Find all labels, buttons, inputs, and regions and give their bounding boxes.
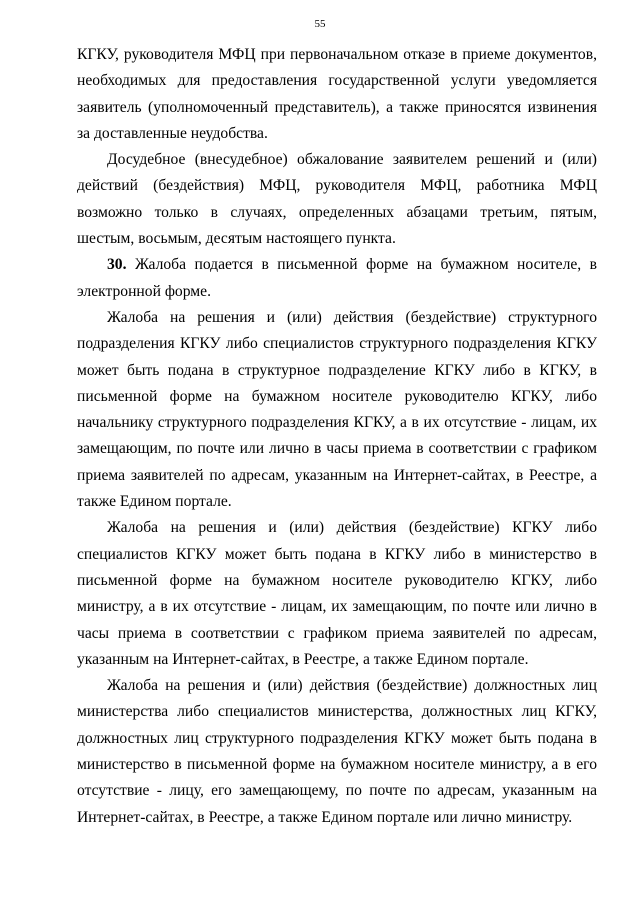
paragraph-complaint-structural-unit: Жалоба на решения и (или) действия (бездействие) структурного подразделения КГКУ либо специалистов структурного подразделения КГКУ может быть подана в структурное подразделение КГКУ либо в КГКУ, в письменной форме на бумажном носителе руководителю КГКУ, либо начальнику структурного подразделения КГКУ, а в их отсутствие - лицам, их замещающим, по почте или лично в часы приема в соответствии с графиком приема заявителей по адресам, указанным на Интернет-сайтах, в Реестре, а также Едином портале. (77, 308, 597, 511)
item-30-text: Жалоба подается в письменной форме на бумажном носителе, в электронной форме. (77, 256, 597, 300)
document-body (77, 42, 597, 831)
paragraph-complaint-ministry: Жалоба на решения и (или) действия (бездействие) должностных лиц министерства либо специалистов министерства, должностных лиц КГКУ, должностных лиц структурного подразделения КГКУ может быть подана в министерство в письменной форме на бумажном носителе министру, а в его отсутствие - лицу, его замещающему, по почте по адресам, указанным на Интернет-сайтах, в Реестре, а также Едином портале или лично министру. (77, 677, 597, 826)
paragraph-complaint-kgku: Жалоба на решения и (или) действия (бездействие) КГКУ либо специалистов КГКУ может быть подана в КГКУ либо в министерство в письменной форме на бумажном носителе руководителю КГКУ, либо министру, а в их отсутствие - лицам, их замещающим, по почте или лично в часы приема в соответствии с графиком приема заявителей по адресам, указанным на Интернет-сайтах, в Реестре, а также Едином портале. (77, 519, 597, 668)
item-number: 30. (107, 256, 127, 274)
paragraph-pretrial-appeal: Досудебное (внесудебное) обжалование заявителем решений и (или) действий (бездействия) МФЦ, руководителя МФЦ, работника МФЦ возможно только в случаях, определенных абзацами третьим, пятым, шестым, восьмым, десятым настоящего пункта. (77, 151, 597, 248)
page-number: 55 (314, 18, 326, 30)
paragraph-item-30 (77, 252, 597, 305)
paragraph-continuation: КГКУ, руководителя МФЦ при первоначальном отказе в приеме документов, необходимых для предоставления государственной услуги уведомляется заявитель (уполномоченный представитель), а также приносятся извинения за доставленные неудобства. (77, 46, 597, 142)
